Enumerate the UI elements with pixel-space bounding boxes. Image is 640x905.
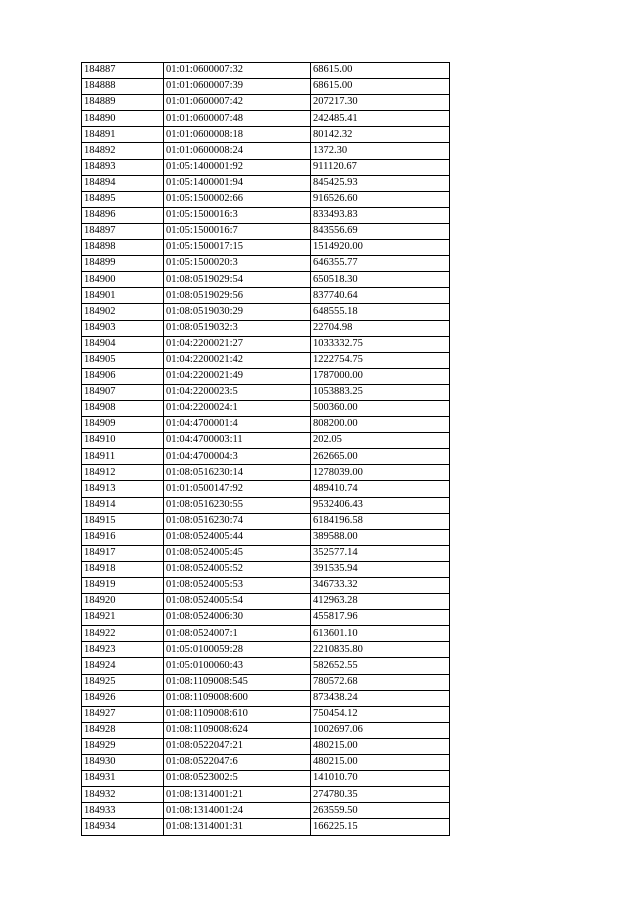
table-row	[82, 288, 450, 304]
cadastral-number-cell: 01:04:2200021:27	[164, 336, 311, 352]
amount-cell: 780572.68	[311, 674, 450, 690]
row-number-cell: 184914	[82, 497, 164, 513]
amount-cell: 1514920.00	[311, 240, 450, 256]
row-number-cell: 184921	[82, 610, 164, 626]
cadastral-number-cell: 01:04:2200021:49	[164, 368, 311, 384]
cadastral-number-cell: 01:08:0519029:56	[164, 288, 311, 304]
amount-cell: 389588.00	[311, 529, 450, 545]
row-number-cell: 184929	[82, 738, 164, 754]
table-row	[82, 545, 450, 561]
cadastral-number-cell: 01:01:0600007:39	[164, 79, 311, 95]
cadastral-number-cell: 01:08:1109008:624	[164, 722, 311, 738]
row-number-cell: 184918	[82, 561, 164, 577]
amount-cell: 1033332.75	[311, 336, 450, 352]
amount-cell: 1372.30	[311, 143, 450, 159]
cadastral-number-cell: 01:08:0524006:30	[164, 610, 311, 626]
row-number-cell: 184898	[82, 240, 164, 256]
cadastral-number-cell: 01:04:4700003:11	[164, 433, 311, 449]
cadastral-number-cell: 01:08:0519030:29	[164, 304, 311, 320]
row-number-cell: 184916	[82, 529, 164, 545]
row-number-cell: 184919	[82, 578, 164, 594]
row-number-cell: 184905	[82, 352, 164, 368]
row-number-cell: 184920	[82, 594, 164, 610]
row-number-cell: 184897	[82, 223, 164, 239]
table-row	[82, 207, 450, 223]
cadastral-number-cell: 01:08:0516230:74	[164, 513, 311, 529]
cadastral-number-cell: 01:04:2200024:1	[164, 400, 311, 416]
amount-cell: 1222754.75	[311, 352, 450, 368]
row-number-cell: 184923	[82, 642, 164, 658]
amount-cell: 2210835.80	[311, 642, 450, 658]
table-row	[82, 400, 450, 416]
cadastral-number-cell: 01:05:1500017:15	[164, 240, 311, 256]
cadastral-number-cell: 01:08:1314001:24	[164, 803, 311, 819]
row-number-cell: 184909	[82, 417, 164, 433]
row-number-cell: 184900	[82, 272, 164, 288]
table-row	[82, 63, 450, 79]
amount-cell: 352577.14	[311, 545, 450, 561]
row-number-cell: 184913	[82, 481, 164, 497]
table-row	[82, 111, 450, 127]
row-number-cell: 184931	[82, 771, 164, 787]
cadastral-number-cell: 01:05:0100059:28	[164, 642, 311, 658]
row-number-cell: 184911	[82, 449, 164, 465]
cadastral-number-cell: 01:05:1400001:92	[164, 159, 311, 175]
table-row	[82, 143, 450, 159]
amount-cell: 80142.32	[311, 127, 450, 143]
row-number-cell: 184901	[82, 288, 164, 304]
table-row	[82, 578, 450, 594]
cadastral-number-cell: 01:01:0600007:32	[164, 63, 311, 79]
cadastral-number-cell: 01:08:0516230:55	[164, 497, 311, 513]
row-number-cell: 184899	[82, 256, 164, 272]
table-row	[82, 819, 450, 835]
table-row	[82, 368, 450, 384]
amount-cell: 412963.28	[311, 594, 450, 610]
amount-cell: 480215.00	[311, 755, 450, 771]
cadastral-number-cell: 01:01:0600007:48	[164, 111, 311, 127]
row-number-cell: 184925	[82, 674, 164, 690]
cadastral-number-cell: 01:01:0500147:92	[164, 481, 311, 497]
table-row	[82, 722, 450, 738]
row-number-cell: 184932	[82, 787, 164, 803]
table-row	[82, 755, 450, 771]
table-row	[82, 771, 450, 787]
table-row	[82, 787, 450, 803]
amount-cell: 263559.50	[311, 803, 450, 819]
cadastral-number-cell: 01:04:4700001:4	[164, 417, 311, 433]
amount-cell: 613601.10	[311, 626, 450, 642]
row-number-cell: 184933	[82, 803, 164, 819]
row-number-cell: 184910	[82, 433, 164, 449]
amount-cell: 845425.93	[311, 175, 450, 191]
row-number-cell: 184896	[82, 207, 164, 223]
amount-cell: 489410.74	[311, 481, 450, 497]
cadastral-number-cell: 01:08:1109008:610	[164, 706, 311, 722]
row-number-cell: 184891	[82, 127, 164, 143]
amount-cell: 207217.30	[311, 95, 450, 111]
cadastral-number-cell: 01:05:1500016:3	[164, 207, 311, 223]
table-row	[82, 497, 450, 513]
cadastral-number-cell: 01:08:0524007:1	[164, 626, 311, 642]
cadastral-number-cell: 01:04:2200021:42	[164, 352, 311, 368]
amount-cell: 1002697.06	[311, 722, 450, 738]
cadastral-number-cell: 01:05:1400001:94	[164, 175, 311, 191]
table-row	[82, 642, 450, 658]
table-row	[82, 223, 450, 239]
data-table	[81, 62, 450, 836]
amount-cell: 646355.77	[311, 256, 450, 272]
amount-cell: 68615.00	[311, 63, 450, 79]
table-row	[82, 272, 450, 288]
table-row	[82, 304, 450, 320]
row-number-cell: 184924	[82, 658, 164, 674]
row-number-cell: 184928	[82, 722, 164, 738]
table-row	[82, 561, 450, 577]
cadastral-number-cell: 01:08:0524005:53	[164, 578, 311, 594]
amount-cell: 750454.12	[311, 706, 450, 722]
cadastral-number-cell: 01:08:0522047:21	[164, 738, 311, 754]
table-row	[82, 529, 450, 545]
amount-cell: 650518.30	[311, 272, 450, 288]
row-number-cell: 184927	[82, 706, 164, 722]
cadastral-number-cell: 01:08:0519032:3	[164, 320, 311, 336]
cadastral-number-cell: 01:08:0524005:52	[164, 561, 311, 577]
amount-cell: 500360.00	[311, 400, 450, 416]
table-row	[82, 658, 450, 674]
row-number-cell: 184903	[82, 320, 164, 336]
amount-cell: 1053883.25	[311, 384, 450, 400]
table-row	[82, 626, 450, 642]
row-number-cell: 184894	[82, 175, 164, 191]
table-row	[82, 159, 450, 175]
table-row	[82, 95, 450, 111]
table-row	[82, 449, 450, 465]
row-number-cell: 184895	[82, 191, 164, 207]
table-row	[82, 465, 450, 481]
row-number-cell: 184893	[82, 159, 164, 175]
amount-cell: 916526.60	[311, 191, 450, 207]
amount-cell: 391535.94	[311, 561, 450, 577]
cadastral-number-cell: 01:01:0600007:42	[164, 95, 311, 111]
table-row	[82, 320, 450, 336]
amount-cell: 262665.00	[311, 449, 450, 465]
cadastral-number-cell: 01:08:0516230:14	[164, 465, 311, 481]
row-number-cell: 184908	[82, 400, 164, 416]
row-number-cell: 184902	[82, 304, 164, 320]
amount-cell: 166225.15	[311, 819, 450, 835]
cadastral-number-cell: 01:08:0523002:5	[164, 771, 311, 787]
amount-cell: 873438.24	[311, 690, 450, 706]
cadastral-number-cell: 01:01:0600008:24	[164, 143, 311, 159]
cadastral-number-cell: 01:08:1109008:545	[164, 674, 311, 690]
cadastral-number-cell: 01:08:0524005:44	[164, 529, 311, 545]
row-number-cell: 184907	[82, 384, 164, 400]
table-row	[82, 690, 450, 706]
table-row	[82, 803, 450, 819]
amount-cell: 648555.18	[311, 304, 450, 320]
row-number-cell: 184926	[82, 690, 164, 706]
table-row	[82, 433, 450, 449]
cadastral-number-cell: 01:05:1500002:66	[164, 191, 311, 207]
amount-cell: 1787000.00	[311, 368, 450, 384]
amount-cell: 911120.67	[311, 159, 450, 175]
row-number-cell: 184930	[82, 755, 164, 771]
amount-cell: 843556.69	[311, 223, 450, 239]
amount-cell: 455817.96	[311, 610, 450, 626]
table-row	[82, 610, 450, 626]
table-row	[82, 175, 450, 191]
row-number-cell: 184888	[82, 79, 164, 95]
table-row	[82, 674, 450, 690]
amount-cell: 1278039.00	[311, 465, 450, 481]
amount-cell: 68615.00	[311, 79, 450, 95]
amount-cell: 274780.35	[311, 787, 450, 803]
amount-cell: 480215.00	[311, 738, 450, 754]
row-number-cell: 184889	[82, 95, 164, 111]
table-row	[82, 706, 450, 722]
row-number-cell: 184890	[82, 111, 164, 127]
cadastral-number-cell: 01:08:1109008:600	[164, 690, 311, 706]
cadastral-number-cell: 01:05:1500016:7	[164, 223, 311, 239]
table-row	[82, 738, 450, 754]
cadastral-number-cell: 01:08:0524005:54	[164, 594, 311, 610]
row-number-cell: 184915	[82, 513, 164, 529]
table-row	[82, 191, 450, 207]
row-number-cell: 184906	[82, 368, 164, 384]
table-row	[82, 240, 450, 256]
amount-cell: 837740.64	[311, 288, 450, 304]
amount-cell: 22704.98	[311, 320, 450, 336]
table-row	[82, 336, 450, 352]
row-number-cell: 184917	[82, 545, 164, 561]
cadastral-number-cell: 01:08:1314001:21	[164, 787, 311, 803]
table-row	[82, 352, 450, 368]
amount-cell: 242485.41	[311, 111, 450, 127]
amount-cell: 833493.83	[311, 207, 450, 223]
table-row	[82, 481, 450, 497]
amount-cell: 141010.70	[311, 771, 450, 787]
table-row	[82, 513, 450, 529]
cadastral-number-cell: 01:01:0600008:18	[164, 127, 311, 143]
cadastral-number-cell: 01:08:0524005:45	[164, 545, 311, 561]
cadastral-number-cell: 01:08:0522047:6	[164, 755, 311, 771]
amount-cell: 202.05	[311, 433, 450, 449]
table-row	[82, 256, 450, 272]
row-number-cell: 184904	[82, 336, 164, 352]
cadastral-number-cell: 01:04:2200023:5	[164, 384, 311, 400]
row-number-cell: 184892	[82, 143, 164, 159]
table-row	[82, 594, 450, 610]
cadastral-number-cell: 01:05:0100060:43	[164, 658, 311, 674]
row-number-cell: 184922	[82, 626, 164, 642]
row-number-cell: 184887	[82, 63, 164, 79]
amount-cell: 582652.55	[311, 658, 450, 674]
table-row	[82, 384, 450, 400]
cadastral-number-cell: 01:04:4700004:3	[164, 449, 311, 465]
amount-cell: 808200.00	[311, 417, 450, 433]
table-body	[82, 63, 450, 836]
row-number-cell: 184934	[82, 819, 164, 835]
amount-cell: 9532406.43	[311, 497, 450, 513]
amount-cell: 346733.32	[311, 578, 450, 594]
cadastral-number-cell: 01:08:1314001:31	[164, 819, 311, 835]
table-row	[82, 417, 450, 433]
amount-cell: 6184196.58	[311, 513, 450, 529]
table-row	[82, 79, 450, 95]
table-row	[82, 127, 450, 143]
cadastral-number-cell: 01:05:1500020:3	[164, 256, 311, 272]
cadastral-number-cell: 01:08:0519029:54	[164, 272, 311, 288]
row-number-cell: 184912	[82, 465, 164, 481]
